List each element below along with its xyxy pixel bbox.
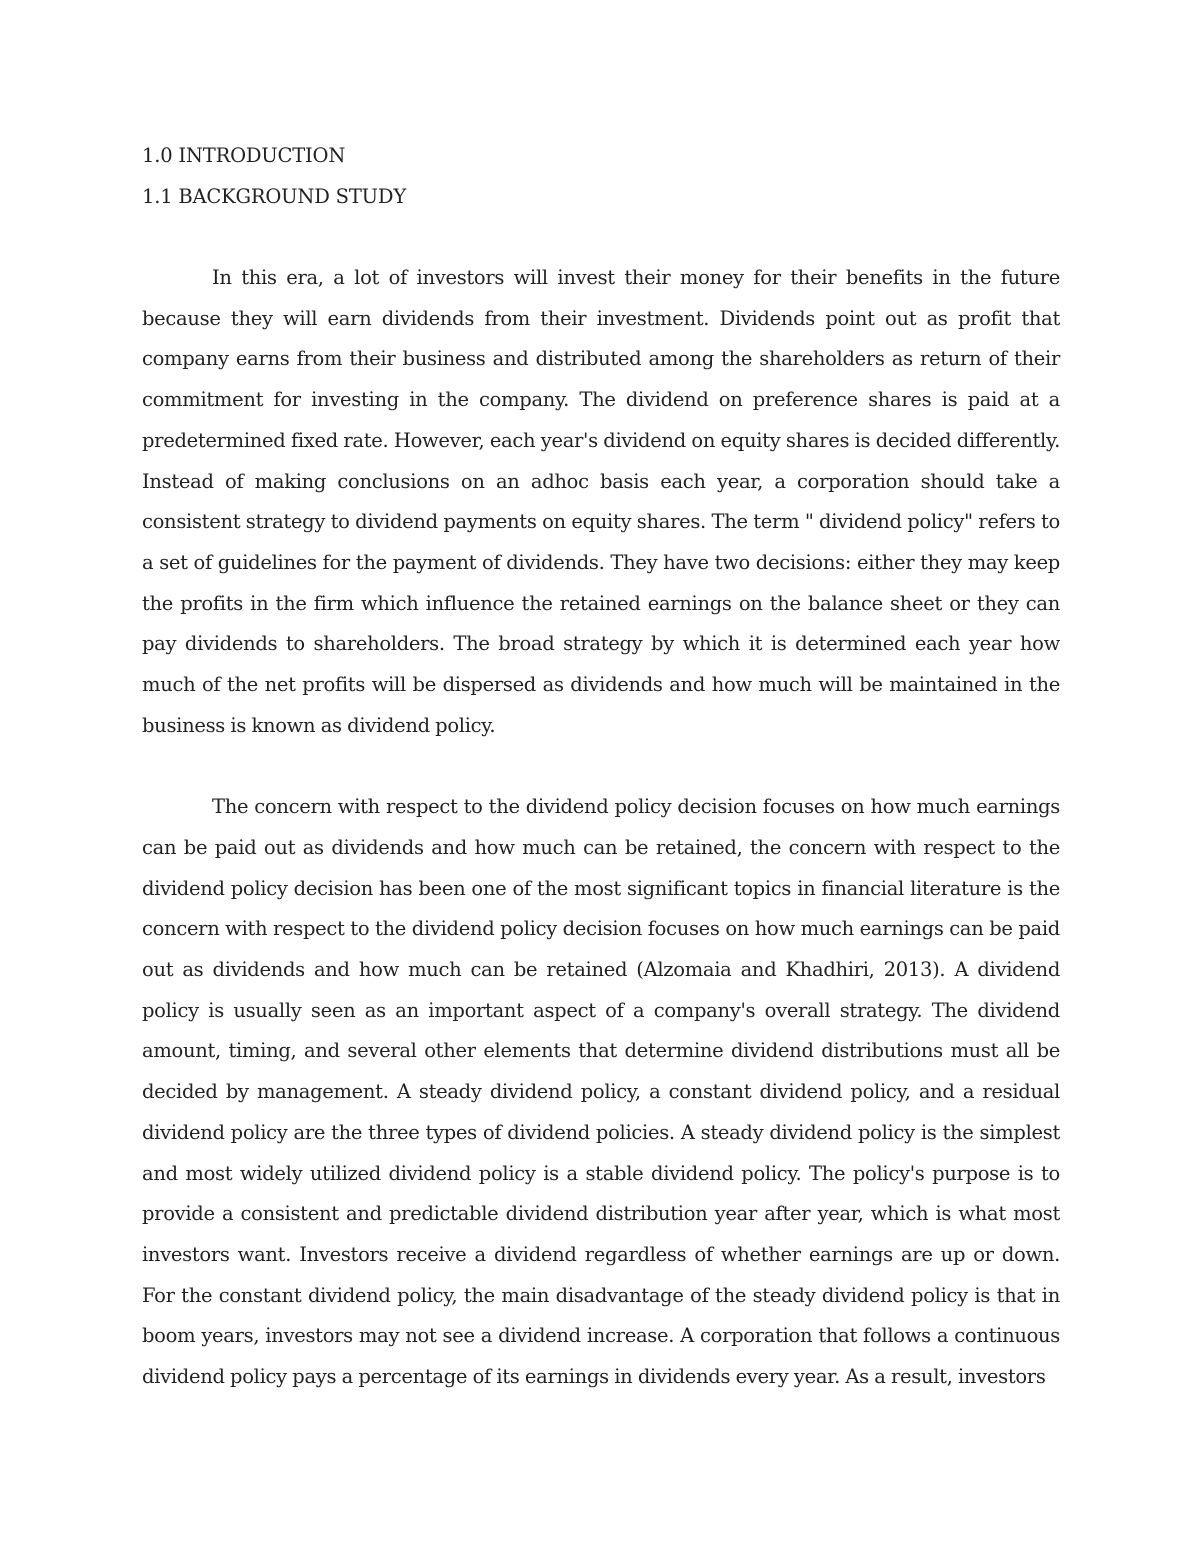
document-body — [142, 136, 1060, 1398]
paragraph-2: The concern with respect to the dividend policy decision focuses on how much earnings can be paid out as dividends and how much can be retained, the concern with respect to the dividend policy decision has been one of the most significant topics in financial literature is the concern with respect to the dividend policy decision focuses on how much earnings can be paid out as dividends and how much can be retained (Alzomaia and Khadhiri, 2013). A dividend policy is usually seen as an important aspect of a company's overall strategy. The dividend amount, timing, and several other elements that determine dividend distributions must all be decided by management. A steady dividend policy, a constant dividend policy, and a residual dividend policy are the three types of dividend policies. A steady dividend policy is the simplest and most widely utilized dividend policy is a stable dividend policy. The policy's purpose is to provide a consistent and predictable dividend distribution year after year, which is what most investors want. Investors receive a dividend regardless of whether earnings are up or down. For the constant dividend policy, the main disadvantage of the steady dividend policy is that in boom years, investors may not see a dividend increase. A corporation that follows a continuous dividend policy pays a percentage of its earnings in dividends every year. As a result, investors — [142, 795, 1060, 1389]
section-heading-background-study: 1.1 BACKGROUND STUDY — [142, 184, 406, 208]
section-heading-introduction: 1.0 INTRODUCTION — [142, 144, 346, 167]
paragraph-1: In this era, a lot of investors will invest their money for their benefits in the future because they will earn dividends from their investment. Dividends point out as profit that company earns from their business and distributed among the shareholders as return of their commitment for investing in the company. The dividend on preference shares is paid at a predetermined fixed rate. However, each year's dividend on equity shares is decided differently. Instead of making conclusions on an adhoc basis each year, a corporation should take a consistent strategy to dividend payments on equity shares. The term " dividend policy" refers to a set of guidelines for the payment of dividends. They have two decisions: either they may keep the profits in the firm which influence the retained earnings on the balance sheet or they can pay dividends to shareholders. The broad strategy by which it is determined each year how much of the net profits will be dispersed as dividends and how much will be maintained in the business is known as dividend policy. — [142, 266, 1060, 737]
